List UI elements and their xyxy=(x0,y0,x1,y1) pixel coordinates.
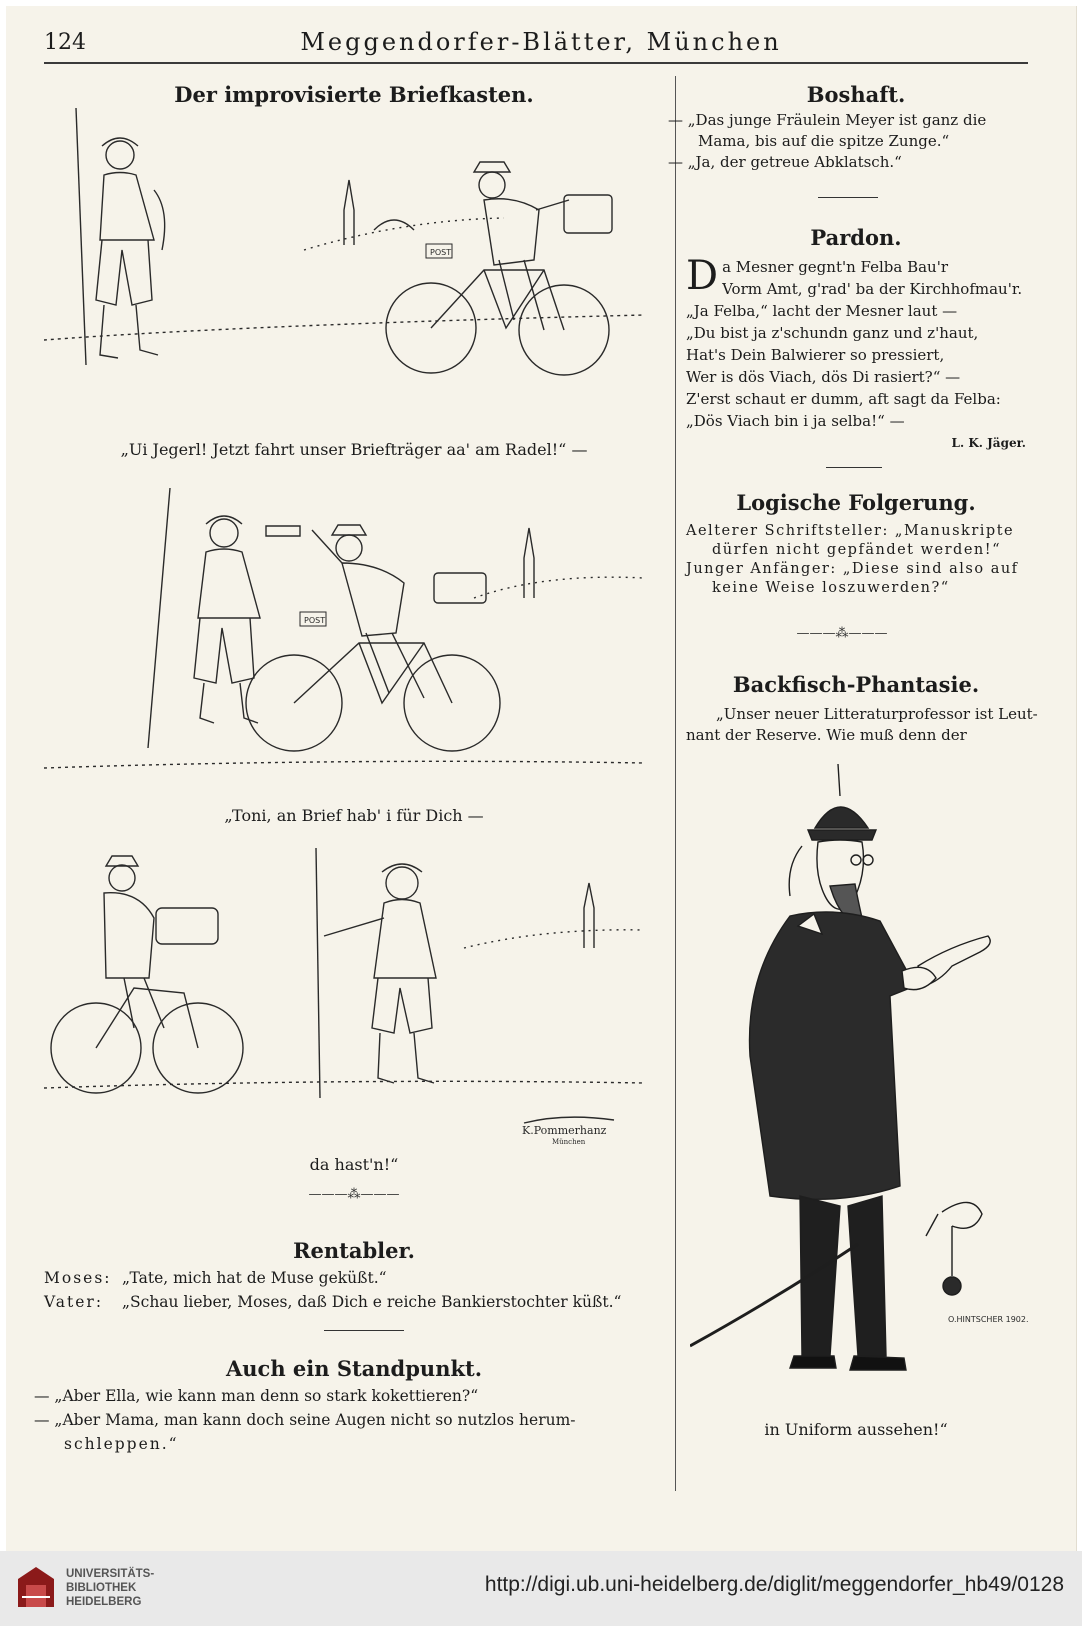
standpunkt-body xyxy=(34,1384,664,1456)
rentabler-line-2 xyxy=(44,1290,664,1314)
title-pardon: Pardon. xyxy=(810,225,902,250)
rentabler-body xyxy=(44,1266,664,1314)
speaker-vater: Vater: xyxy=(44,1293,104,1311)
caption-officer: in Uniform aussehen!“ xyxy=(764,1420,948,1439)
title-standpunkt: Auch ein Standpunkt. xyxy=(225,1356,483,1381)
boshaft-line-2: Mama, bis auf die spitze Zunge.“ xyxy=(698,132,950,150)
footer-bar xyxy=(0,1551,1082,1626)
cartoon-panel-1 xyxy=(44,100,644,430)
cartoon-panel-2 xyxy=(44,478,644,798)
title-rentabler: Rentabler. xyxy=(293,1238,415,1263)
logische-line-2: dürfen nicht gepfändet werden!“ xyxy=(712,542,1001,558)
pardon-line-8: „Dös Viach bin i ja selba!“ — xyxy=(686,412,905,430)
title-logische-folgerung: Logische Folgerung. xyxy=(736,490,976,515)
header-rule xyxy=(44,62,1028,64)
library-name xyxy=(66,1567,154,1609)
article-title-briefkasten: Der improvisierte Briefkasten. xyxy=(174,82,534,107)
source-url-link[interactable]: http://digi.ub.uni-heidelberg.de/diglit/meggendorfer_hb49/0128 xyxy=(484,1573,1064,1596)
caption-panel-2: „Toni, an Brief hab' i für Dich — xyxy=(224,806,484,825)
rentabler-line-1 xyxy=(44,1266,664,1290)
line-moses: „Tate, mich hat de Muse geküßt.“ xyxy=(122,1269,387,1287)
ornament-left: ———⁂——— xyxy=(308,1187,400,1202)
caption-panel-3: da hast'n!“ xyxy=(309,1155,399,1174)
logische-line-3: Junger Anfänger: „Diese sind also auf xyxy=(686,561,1019,577)
officer-illustration xyxy=(690,756,1030,1396)
pardon-line-1: a Mesner gegnt'n Felba Bau'r xyxy=(722,258,949,276)
rule-right-1 xyxy=(818,197,878,198)
standpunkt-line-3: schleppen.“ xyxy=(64,1435,179,1453)
logische-body xyxy=(686,522,1026,598)
title-boshaft: Boshaft. xyxy=(806,82,906,107)
logische-line-1: Aelterer Schriftsteller: „Manuskripte xyxy=(686,523,1015,539)
library-name-line-2: BIBLIOTHEK xyxy=(66,1582,137,1594)
pardon-body xyxy=(686,253,1026,454)
artist-place-left: München xyxy=(552,1138,586,1146)
post-sign-text-2: POST xyxy=(304,616,326,625)
running-title: Meggendorfer-Blätter, München xyxy=(300,28,782,56)
standpunkt-line-2: — „Aber Mama, man kann doch seine Augen nicht so nutzlos herum- xyxy=(34,1411,576,1429)
artist-signature-right: O.HINTSCHER 1902. xyxy=(948,1315,1029,1324)
boshaft-line-3: — „Ja, der getreue Abklatsch.“ xyxy=(668,153,902,171)
pardon-line-6: Wer is dös Viach, dös Di rasiert?“ — xyxy=(686,368,961,386)
caption-panel-1: „Ui Jegerl! Jetzt fahrt unser Briefträger aa' am Radel!“ — xyxy=(120,440,588,459)
column-divider xyxy=(675,76,676,1491)
boshaft-line-1: — „Das junge Fräulein Meyer ist ganz die xyxy=(668,111,987,129)
university-logo-icon xyxy=(14,1563,58,1611)
standpunkt-line-1: — „Aber Ella, wie kann man denn so stark kokettieren?“ xyxy=(34,1387,479,1405)
logische-line-4: keine Weise loszuwerden?“ xyxy=(712,580,950,596)
post-sign-text-1: POST xyxy=(430,248,452,257)
library-name-line-1: UNIVERSITÄTS- xyxy=(66,1568,155,1580)
pardon-line-2: Vorm Amt, g'rad' ba der Kirchhofmau'r. xyxy=(722,280,1023,298)
pardon-author: L. K. Jäger. xyxy=(951,436,1026,450)
backfisch-line-2: nant der Reserve. Wie muß denn der xyxy=(686,726,967,744)
line-vater: „Schau lieber, Moses, daß Dich e reiche Bankierstochter küßt.“ xyxy=(122,1293,622,1311)
backfisch-line-1: „Unser neuer Litteraturprofessor ist Leut- xyxy=(716,705,1038,723)
library-name-line-3: HEIDELBERG xyxy=(66,1596,142,1608)
page-number: 124 xyxy=(44,30,86,55)
backfisch-body xyxy=(686,704,1038,746)
rule-left xyxy=(324,1330,404,1331)
artist-signature-left: K.Pommerhanz xyxy=(522,1124,607,1137)
pardon-line-3: „Ja Felba,“ lacht der Mesner laut — xyxy=(686,302,958,320)
boshaft-body xyxy=(668,110,1028,173)
rule-right-2 xyxy=(826,467,882,468)
cartoon-panel-3 xyxy=(44,838,644,1148)
pardon-line-4: „Du bist ja z'schundn ganz und z'haut, xyxy=(686,324,979,342)
speaker-moses: Moses: xyxy=(44,1269,112,1287)
pardon-line-7: Z'erst schaut er dumm, aft sagt da Felba: xyxy=(686,390,1001,408)
pardon-line-5: Hat's Dein Balwierer so pressiert, xyxy=(686,346,945,364)
ornament-right: ———⁂——— xyxy=(796,626,888,641)
pardon-initial: D xyxy=(686,253,719,299)
title-backfisch: Backfisch-Phantasie. xyxy=(732,672,980,697)
